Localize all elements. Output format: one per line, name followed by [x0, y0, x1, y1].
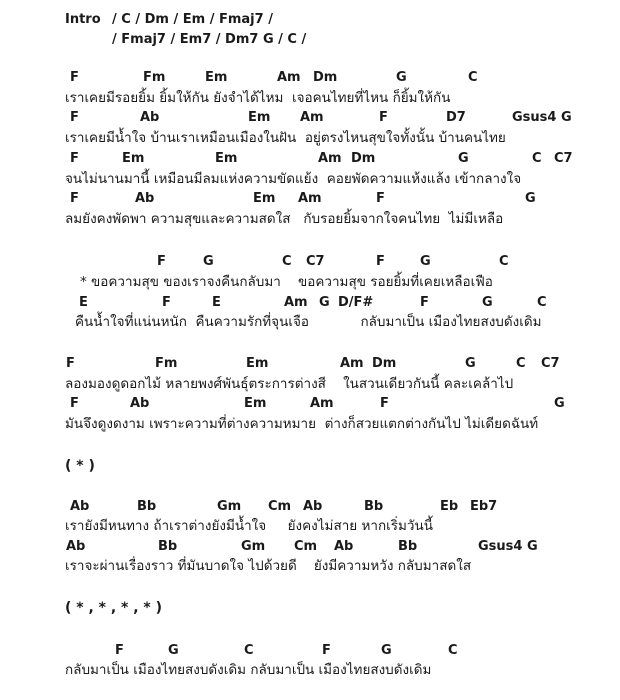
chord-label: F: [379, 110, 388, 125]
chord-label: G: [458, 151, 469, 166]
chord-label: G: [525, 191, 536, 206]
chord-label: Am: [310, 396, 334, 411]
intro-label: Intro: [65, 12, 101, 27]
chord-label: Eb: [440, 499, 459, 514]
chord-label: F: [376, 191, 385, 206]
intro-line-1: / C / Dm / Em / Fmaj7 /: [112, 12, 273, 27]
chord-label: Ab: [140, 110, 160, 125]
lyric-line: * ขอความสุข ของเราจงคืนกลับมา ขอความสุข รอยยิ้มที่เคยเหลือเฟือ: [80, 274, 493, 290]
chord-label: Ab: [130, 396, 150, 411]
lyric-line: กลับมาเป็น เมืองไทยสงบดังเดิม กลับมาเป็น เมืองไทยสงบดังเดิม: [65, 662, 432, 678]
chord-label: Bb: [137, 499, 157, 514]
chord-label: Bb: [398, 539, 418, 554]
chord-label: Am: [318, 151, 342, 166]
chord-label: F: [66, 356, 75, 371]
chord-label: F: [420, 295, 429, 310]
chord-label: Am: [277, 70, 301, 85]
lyric-line: มันจึงดูงดงาม เพราะความที่ต่างความหมาย ต่างก็สวยแตกต่างกันไป ไม่เดียดฉันท์: [65, 416, 539, 432]
repeat-marker-chorus: ( * ): [65, 458, 95, 474]
chord-label: Em: [248, 110, 271, 125]
chord-label: Ab: [303, 499, 323, 514]
chord-label: F: [70, 191, 79, 206]
lyric-line: คืนน้ำใจที่แน่นหนัก คืนความรักที่จุนเจือ กลับมาเป็น เมืองไทยสงบดังเดิม: [75, 314, 542, 330]
chord-label: Dm: [313, 70, 338, 85]
chord-label: Em: [244, 396, 267, 411]
chord-label: G: [554, 396, 565, 411]
chord-label: F: [70, 70, 79, 85]
lyric-line: จนไม่นานมานี้ เหมือนมีลมแห่งความขัดแย้ง คอยพัดความแห้งแล้ง เข้ากลางใจ: [65, 171, 522, 187]
chord-label: Ab: [135, 191, 155, 206]
chord-label: Em: [246, 356, 269, 371]
chord-label: G: [396, 70, 407, 85]
chord-label: G: [465, 356, 476, 371]
chord-label: C: [516, 356, 526, 371]
chord-label: E: [79, 295, 88, 310]
chord-label: Em: [253, 191, 276, 206]
chord-label: G: [319, 295, 330, 310]
chord-label: Ab: [66, 539, 86, 554]
chord-label: Am: [340, 356, 364, 371]
chord-label: Cm: [294, 539, 318, 554]
chord-label: Fm: [143, 70, 166, 85]
chord-label: G: [168, 643, 179, 658]
chord-label: Ab: [334, 539, 354, 554]
lyric-line: ลองมองดูดอกไม้ หลายพงศ์พันธุ์ตระการต่างสี ในสวนเดียวกันนี้ คละเคล้าไป: [65, 376, 514, 392]
chord-label: F: [157, 254, 166, 269]
chord-label: Bb: [364, 499, 384, 514]
chord-label: C: [499, 254, 509, 269]
chord-label: F: [115, 643, 124, 658]
chord-label: Am: [300, 110, 324, 125]
chord-label: Em: [205, 70, 228, 85]
chord-label: F: [70, 396, 79, 411]
chord-label: Am: [284, 295, 308, 310]
chord-label: C: [468, 70, 478, 85]
intro-line-2: / Fmaj7 / Em7 / Dm7 G / C /: [112, 32, 307, 47]
chord-label: Gsus4 G: [478, 539, 538, 554]
lyric-line: เราจะผ่านเรื่องราว ที่มันบาดใจ ไปด้วยดี ยังมีความหวัง กลับมาสดใส: [65, 558, 472, 574]
chord-label: D7: [446, 110, 466, 125]
repeat-marker-chorus-x4: ( * , * , * , * ): [65, 600, 163, 616]
chord-label: C: [537, 295, 547, 310]
chord-label: Gsus4 G: [512, 110, 572, 125]
chord-label: Fm: [155, 356, 178, 371]
chord-label: G: [482, 295, 493, 310]
chord-label: Em: [215, 151, 238, 166]
chord-label: Bb: [158, 539, 178, 554]
chord-label: G: [420, 254, 431, 269]
chord-label: Dm: [351, 151, 376, 166]
chord-label: F: [380, 396, 389, 411]
chord-label: E: [212, 295, 221, 310]
chord-label: Ab: [70, 499, 90, 514]
chord-label: D/F#: [338, 295, 374, 310]
chord-label: F: [376, 254, 385, 269]
chord-label: Em: [122, 151, 145, 166]
lyric-line: เรายังมีหนทาง ถ้าเราต่างยังมีน้ำใจ ยังคงไม่สาย หากเริ่มวันนี้: [65, 518, 433, 534]
chord-label: C: [244, 643, 254, 658]
lyric-line: ลมยังคงพัดพา ความสุขและความสดใส กับรอยยิ้มจากใจคนไทย ไม่มีเหลือ: [65, 211, 504, 227]
chord-label: G: [203, 254, 214, 269]
chord-label: C7: [306, 254, 325, 269]
chord-label: F: [70, 110, 79, 125]
chord-label: Gm: [217, 499, 242, 514]
chord-label: C7: [554, 151, 573, 166]
lyric-line: เราเคยมีรอยยิ้ม ยิ้มให้กัน ยังจำได้ไหม เจอคนไทยที่ไหน ก็ยิ้มให้กัน: [65, 90, 451, 106]
chord-label: F: [322, 643, 331, 658]
chord-label: Gm: [241, 539, 266, 554]
chord-label: C7: [541, 356, 560, 371]
chord-label: C: [532, 151, 542, 166]
chord-label: Eb7: [470, 499, 498, 514]
chord-label: Cm: [268, 499, 292, 514]
chord-label: C: [448, 643, 458, 658]
chord-label: F: [70, 151, 79, 166]
chord-label: Am: [298, 191, 322, 206]
chord-label: Dm: [372, 356, 397, 371]
lyric-line: เราเคยมีน้ำใจ บ้านเราเหมือนเมืองในฝัน อยู่ตรงไหนสุขใจทั้งนั้น บ้านคนไทย: [65, 130, 506, 146]
chord-label: G: [381, 643, 392, 658]
chord-label: C: [282, 254, 292, 269]
chord-label: F: [162, 295, 171, 310]
